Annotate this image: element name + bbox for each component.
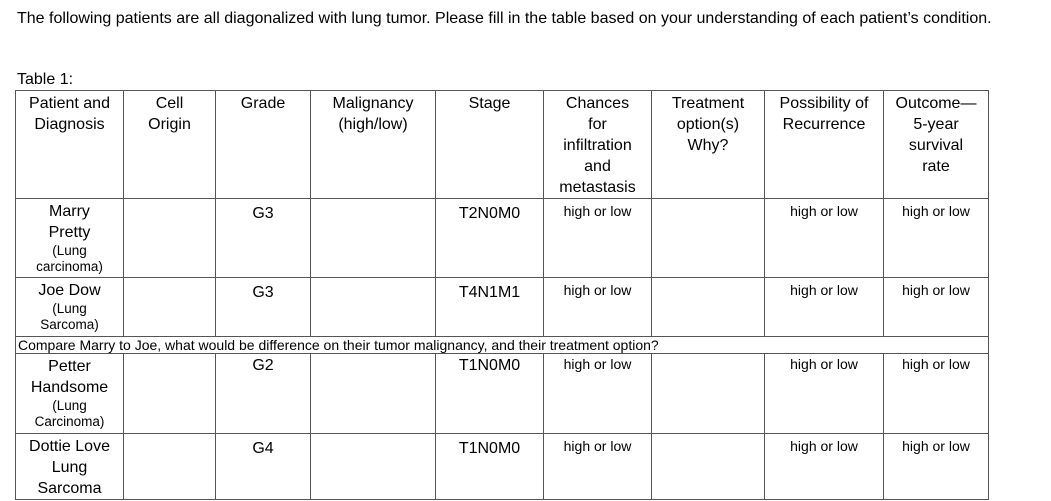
treatment-input[interactable] [652,354,765,434]
treatment-input[interactable] [652,434,765,500]
recurrence-choice[interactable]: high or low [765,354,884,434]
malignancy-input[interactable] [311,434,436,500]
compare-question[interactable]: Compare Marry to Joe, what would be difference on their tumor malignancy, and their treatment option? [16,337,989,354]
header-patient: Patient and Diagnosis [16,91,124,199]
header-malignancy: Malignancy (high/low) [311,91,436,199]
chances-choice[interactable]: high or low [544,434,652,500]
patient-cell: Petter Handsome (Lung Carcinoma) [16,354,124,434]
header-cell-origin: Cell Origin [124,91,216,199]
treatment-input[interactable] [652,199,765,278]
patient-cell: Dottie Love Lung Sarcoma [16,434,124,500]
malignancy-input[interactable] [311,278,436,337]
treatment-input[interactable] [652,278,765,337]
outcome-choice[interactable]: high or low [884,199,989,278]
chances-choice[interactable]: high or low [544,199,652,278]
table-row [16,199,989,278]
stage-value: T1N0M0 [436,434,544,500]
header-outcome: Outcome— 5-year survival rate [884,91,989,199]
recurrence-choice[interactable]: high or low [765,278,884,337]
cell-origin-input[interactable] [124,354,216,434]
cell-origin-input[interactable] [124,278,216,337]
grade-value: G2 [216,354,311,434]
patient-table [15,90,989,500]
outcome-choice[interactable]: high or low [884,278,989,337]
patient-cell: Marry Pretty (Lung carcinoma) [16,199,124,278]
table-caption: Table 1: [17,71,74,88]
patient-cell: Joe Dow (Lung Sarcoma) [16,278,124,337]
cell-origin-input[interactable] [124,199,216,278]
stage-value: T2N0M0 [436,199,544,278]
compare-row [16,337,989,354]
table-row [16,434,989,500]
malignancy-input[interactable] [311,354,436,434]
recurrence-choice[interactable]: high or low [765,434,884,500]
stage-value: T4N1M1 [436,278,544,337]
header-row [16,91,989,199]
intro-text: The following patients are all diagonalized with lung tumor. Please fill in the table based on your understanding of each patient’s condition. [17,10,992,27]
grade-value: G3 [216,278,311,337]
stage-value: T1N0M0 [436,354,544,434]
grade-value: G3 [216,199,311,278]
header-chances: Chances for infiltration and metastasis [544,91,652,199]
outcome-choice[interactable]: high or low [884,434,989,500]
chances-choice[interactable]: high or low [544,354,652,434]
malignancy-input[interactable] [311,199,436,278]
table-row [16,278,989,337]
outcome-choice[interactable]: high or low [884,354,989,434]
header-stage: Stage [436,91,544,199]
chances-choice[interactable]: high or low [544,278,652,337]
cell-origin-input[interactable] [124,434,216,500]
header-treatment: Treatment option(s) Why? [652,91,765,199]
header-recurrence: Possibility of Recurrence [765,91,884,199]
table-row [16,354,989,434]
header-grade: Grade [216,91,311,199]
grade-value: G4 [216,434,311,500]
recurrence-choice[interactable]: high or low [765,199,884,278]
